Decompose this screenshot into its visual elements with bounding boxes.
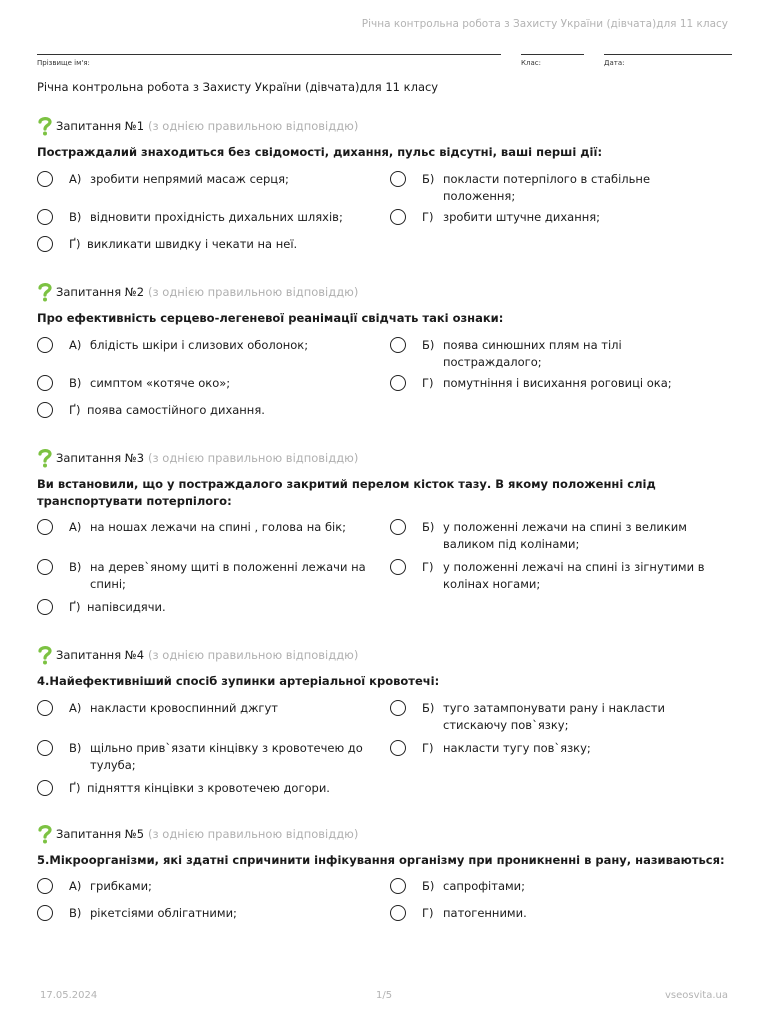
radio-button[interactable] xyxy=(390,375,406,391)
option-text: симптом «котяче око»; xyxy=(90,376,231,390)
header-title: Річна контрольна робота з Захисту України (дівчата)для 11 класу xyxy=(361,18,728,30)
option-letter: Г) xyxy=(422,906,434,920)
option-letter: Б) xyxy=(422,520,435,534)
question-hint: (з однією правильною відповіддю) xyxy=(148,285,359,299)
question-number: Запитання №3 xyxy=(56,451,145,465)
class-line xyxy=(521,54,584,55)
radio-button[interactable] xyxy=(37,375,53,391)
question-text: Ви встановили, що у постраждалого закритий перелом кісток тазу. В якому положенні слід транспортувати потерпілого: xyxy=(37,477,656,508)
option-text: викликати швидку і чекати на неї. xyxy=(87,237,298,251)
option-text: накласти кровоспинний джгут xyxy=(90,701,278,715)
class-label: Клас: xyxy=(521,59,541,67)
question-header xyxy=(37,116,358,136)
radio-button[interactable] xyxy=(37,236,53,252)
radio-button[interactable] xyxy=(37,878,53,894)
option-text: туго затампонувати рану і накласти стискаючу пов`язку; xyxy=(443,701,665,732)
question-mark-icon xyxy=(37,448,53,468)
radio-button[interactable] xyxy=(37,905,53,921)
option-text: на ношах лежачи на спині , голова на бік; xyxy=(90,520,347,534)
question-hint: (з однією правильною відповіддю) xyxy=(148,119,359,133)
radio-button[interactable] xyxy=(37,171,53,187)
question-text: 4.Найефективніший спосіб зупинки артеріальної кровотечі: xyxy=(37,674,440,688)
radio-button[interactable] xyxy=(37,599,53,615)
option-letter: Ґ) xyxy=(69,237,81,251)
option-text: накласти тугу пов`язку; xyxy=(443,741,591,755)
question-header xyxy=(37,824,358,844)
option-text: напівсидячи. xyxy=(87,600,166,614)
footer-date: 17.05.2024 xyxy=(40,990,98,1001)
option-letter: Г) xyxy=(422,741,434,755)
document-title: Річна контрольна робота з Захисту України (дівчата)для 11 класу xyxy=(37,80,439,94)
radio-button[interactable] xyxy=(37,559,53,575)
option-letter: Ґ) xyxy=(69,403,81,417)
option-letter: А) xyxy=(69,338,82,352)
question-text: 5.Мікроорганізми, які здатні спричинити інфікування організму при проникненні в рану, називаються: xyxy=(37,853,725,867)
question-number: Запитання №5 xyxy=(56,827,145,841)
name-label: Прізвище ім'я: xyxy=(37,59,90,67)
radio-button[interactable] xyxy=(390,519,406,535)
option-letter: Г) xyxy=(422,376,434,390)
option-text: поява самостійного дихання. xyxy=(87,403,265,417)
option-letter: Б) xyxy=(422,879,435,893)
option-letter: Б) xyxy=(422,172,435,186)
option-text: на дерев`яному щиті в положенні лежачи на спині; xyxy=(90,560,366,591)
option-letter: Ґ) xyxy=(69,781,81,795)
option-letter: Г) xyxy=(422,560,434,574)
option-letter: В) xyxy=(69,376,82,390)
radio-button[interactable] xyxy=(37,780,53,796)
option-text: помутніння і висихання роговиці ока; xyxy=(443,376,672,390)
option-text: зробити штучне дихання; xyxy=(443,210,601,224)
radio-button[interactable] xyxy=(37,209,53,225)
option-text: у положенні лежачі на спині із зігнутими в колінах ногами; xyxy=(443,560,705,591)
radio-button[interactable] xyxy=(37,337,53,353)
option-letter: Б) xyxy=(422,701,435,715)
option-letter: Б) xyxy=(422,338,435,352)
radio-button[interactable] xyxy=(390,337,406,353)
option-text: грибками; xyxy=(90,879,152,893)
question-mark-icon xyxy=(37,645,53,665)
radio-button[interactable] xyxy=(37,519,53,535)
radio-button[interactable] xyxy=(390,700,406,716)
question-mark-icon xyxy=(37,824,53,844)
radio-button[interactable] xyxy=(37,700,53,716)
option-text: сапрофітами; xyxy=(443,879,526,893)
option-text: покласти потерпілого в стабільне положення; xyxy=(443,172,651,203)
question-number: Запитання №2 xyxy=(56,285,145,299)
option-letter: Г) xyxy=(422,210,434,224)
option-letter: В) xyxy=(69,741,82,755)
question-text: Про ефективність серцево-легеневої реанімації свідчать такі ознаки: xyxy=(37,311,504,325)
radio-button[interactable] xyxy=(390,209,406,225)
option-letter: А) xyxy=(69,701,82,715)
option-letter: Ґ) xyxy=(69,600,81,614)
name-line xyxy=(37,54,501,55)
option-letter: В) xyxy=(69,560,82,574)
radio-button[interactable] xyxy=(390,171,406,187)
footer-site: vseosvita.ua xyxy=(665,990,728,1001)
radio-button[interactable] xyxy=(390,878,406,894)
question-header xyxy=(37,645,358,665)
option-text: блідість шкіри і слизових оболонок; xyxy=(90,338,309,352)
option-letter: А) xyxy=(69,520,82,534)
radio-button[interactable] xyxy=(37,740,53,756)
question-mark-icon xyxy=(37,116,53,136)
option-text: підняття кінцівки з кровотечею догори. xyxy=(87,781,330,795)
option-letter: А) xyxy=(69,879,82,893)
option-letter: А) xyxy=(69,172,82,186)
date-line xyxy=(604,54,732,55)
question-hint: (з однією правильною відповіддю) xyxy=(148,827,359,841)
question-mark-icon xyxy=(37,282,53,302)
question-hint: (з однією правильною відповіддю) xyxy=(148,648,359,662)
footer-page-number: 1/5 xyxy=(376,990,393,1001)
question-number: Запитання №4 xyxy=(56,648,145,662)
option-text: патогенними. xyxy=(443,906,527,920)
option-text: зробити непрямий масаж серця; xyxy=(90,172,289,186)
question-number: Запитання №1 xyxy=(56,119,145,133)
option-letter: В) xyxy=(69,906,82,920)
radio-button[interactable] xyxy=(390,740,406,756)
option-text: відновити прохідність дихальних шляхів; xyxy=(90,210,343,224)
option-text: поява синюшних плям на тілі постраждалого; xyxy=(443,338,622,369)
radio-button[interactable] xyxy=(390,905,406,921)
date-label: Дата: xyxy=(604,59,625,67)
question-hint: (з однією правильною відповіддю) xyxy=(148,451,359,465)
question-header xyxy=(37,282,358,302)
question-text: Постраждалий знаходиться без свідомості, дихання, пульс відсутні, ваші перші дії: xyxy=(37,145,603,159)
option-text: щільно прив`язати кінцівку з кровотечею до тулуба; xyxy=(90,741,363,772)
option-text: рікетсіями облігатними; xyxy=(90,906,237,920)
radio-button[interactable] xyxy=(37,402,53,418)
option-letter: В) xyxy=(69,210,82,224)
radio-button[interactable] xyxy=(390,559,406,575)
option-text: у положенні лежачи на спині з великим валиком під колінами; xyxy=(443,520,687,551)
question-header xyxy=(37,448,358,468)
